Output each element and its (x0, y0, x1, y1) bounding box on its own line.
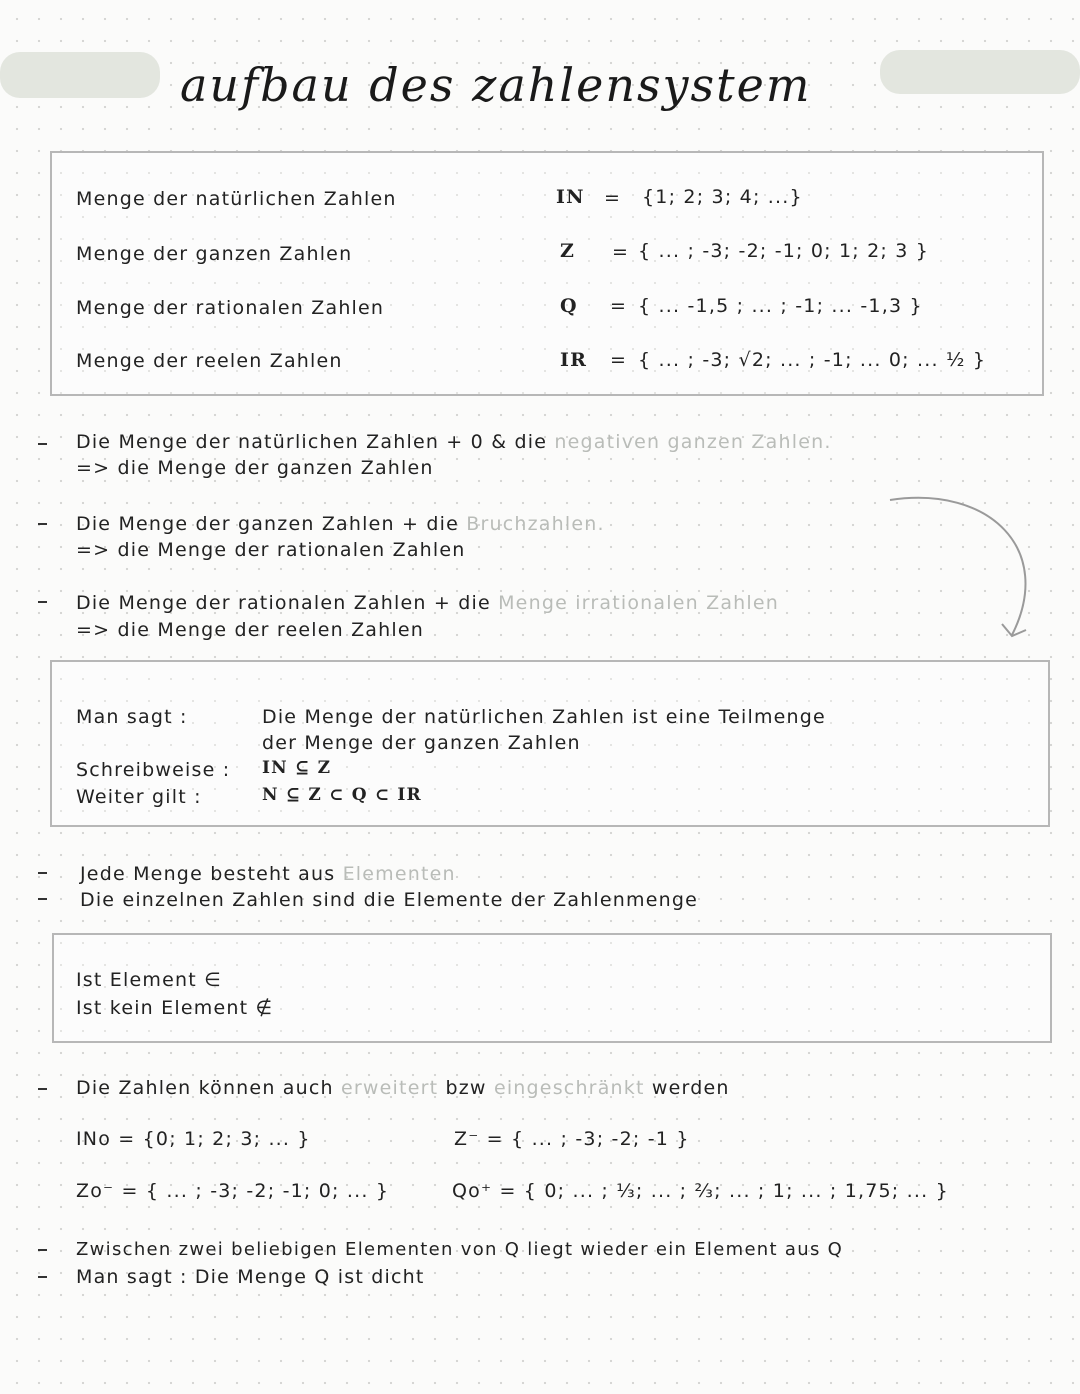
man-sagt-label: Man sagt : (76, 706, 188, 728)
title-highlight-right (880, 50, 1080, 94)
set-value-natural: {1; 2; 3; 4; ...} (642, 186, 803, 208)
bullet-2 (38, 523, 47, 525)
formula-z-minus: Z⁻ = { ... ; -3; -2; -1 } (454, 1128, 690, 1150)
subset-box (50, 660, 1050, 827)
equals-rational: = (610, 295, 628, 317)
set-value-integer: { ... ; -3; -2; -1; 0; 1; 2; 3 } (638, 240, 930, 262)
note2-line2: => die Menge der rationalen Zahlen (76, 539, 466, 561)
set-label-real: Menge der reelen Zahlen (76, 350, 343, 372)
note2-highlight: Bruchzahlen. (466, 513, 605, 535)
note2-line1 (76, 513, 605, 535)
subset-text-line1: Die Menge der natürlichen Zahlen ist eine Teilmenge (262, 706, 826, 728)
formula-n0: INo = {0; 1; 2; 3; ... } (76, 1128, 311, 1150)
schreibweise-value: IN ⊆ Z (262, 758, 332, 778)
note3-highlight: Menge irrationalen Zahlen (498, 592, 780, 614)
equals-integer: = (612, 241, 630, 263)
curved-arrow-icon (880, 490, 1040, 650)
extend-text-a: Die Zahlen können auch (76, 1077, 334, 1099)
page-title: aufbau des zahlensystem (180, 58, 812, 112)
set-label-natural: Menge der natürlichen Zahlen (76, 188, 397, 210)
equals-real: = (610, 349, 628, 371)
bullet-3 (38, 601, 47, 603)
note1-text: Die Menge der natürlichen Zahlen + 0 & die (76, 431, 548, 453)
set-value-rational: { ... -1,5 ; ... ; -1; ... -1,3 } (638, 295, 923, 317)
note1-highlight: negativen ganzen Zahlen. (554, 431, 832, 453)
set-value-real: { ... ; -3; √2; ... ; -1; ... 0; ... ½ } (638, 349, 987, 371)
subset-text-line2: der Menge der ganzen Zahlen (262, 732, 581, 754)
bullet-6 (38, 1088, 47, 1090)
extend-line (76, 1077, 730, 1099)
symbol-integer: Z (560, 240, 576, 262)
extend-text-c: bzw (445, 1077, 487, 1099)
weiter-gilt-value: N ⊆ Z ⊂ Q ⊂ IR (262, 785, 422, 805)
extend-highlight-erweitert: erweitert (341, 1077, 439, 1099)
symbol-natural: IN (556, 186, 585, 208)
set-label-integer: Menge der ganzen Zahlen (76, 243, 353, 265)
set-label-rational: Menge der rationalen Zahlen (76, 297, 385, 319)
bullet-1 (38, 443, 47, 445)
formula-q0-plus: Qo⁺ = { 0; ... ; ⅓; ... ; ⅔; ... ; 1; ... ; 1,75; ... } (452, 1180, 949, 1202)
bullet-5 (38, 898, 47, 900)
note3-text: Die Menge der rationalen Zahlen + die (76, 592, 491, 614)
elements-highlight: Elementen (342, 863, 456, 885)
weiter-gilt-label: Weiter gilt : (76, 786, 202, 808)
bullet-4 (38, 872, 47, 874)
title-highlight-left (0, 52, 160, 98)
elements-line2: Die einzelnen Zahlen sind die Elemente der Zahlenmenge (80, 889, 699, 911)
element-symbol-box (52, 933, 1052, 1043)
is-element-row: Ist Element ∈ (76, 969, 222, 991)
note3-line2: => die Menge der reelen Zahlen (76, 619, 424, 641)
dense-line2: Man sagt : Die Menge Q ist dicht (76, 1266, 425, 1288)
number-sets-box (50, 151, 1044, 396)
note2-text: Die Menge der ganzen Zahlen + die (76, 513, 459, 535)
formula-z0-minus: Zo⁻ = { ... ; -3; -2; -1; 0; ... } (76, 1180, 390, 1202)
elements-line1 (80, 863, 456, 885)
note3-line1 (76, 592, 779, 614)
note1-line1 (76, 431, 832, 453)
symbol-real: IR (560, 349, 588, 371)
symbol-rational: Q (560, 295, 578, 317)
extend-text-e: werden (651, 1077, 730, 1099)
elements-text: Jede Menge besteht aus (80, 863, 336, 885)
is-not-element-row: Ist kein Element ∉ (76, 997, 274, 1019)
dense-line1: Zwischen zwei beliebigen Elementen von Q liegt wieder ein Element aus Q (76, 1239, 844, 1260)
schreibweise-label: Schreibweise : (76, 759, 231, 781)
bullet-8 (38, 1276, 47, 1278)
equals-natural: = (604, 187, 622, 209)
extend-highlight-eingeschraenkt: eingeschränkt (493, 1077, 645, 1099)
note1-line2: => die Menge der ganzen Zahlen (76, 457, 434, 479)
bullet-7 (38, 1249, 47, 1251)
